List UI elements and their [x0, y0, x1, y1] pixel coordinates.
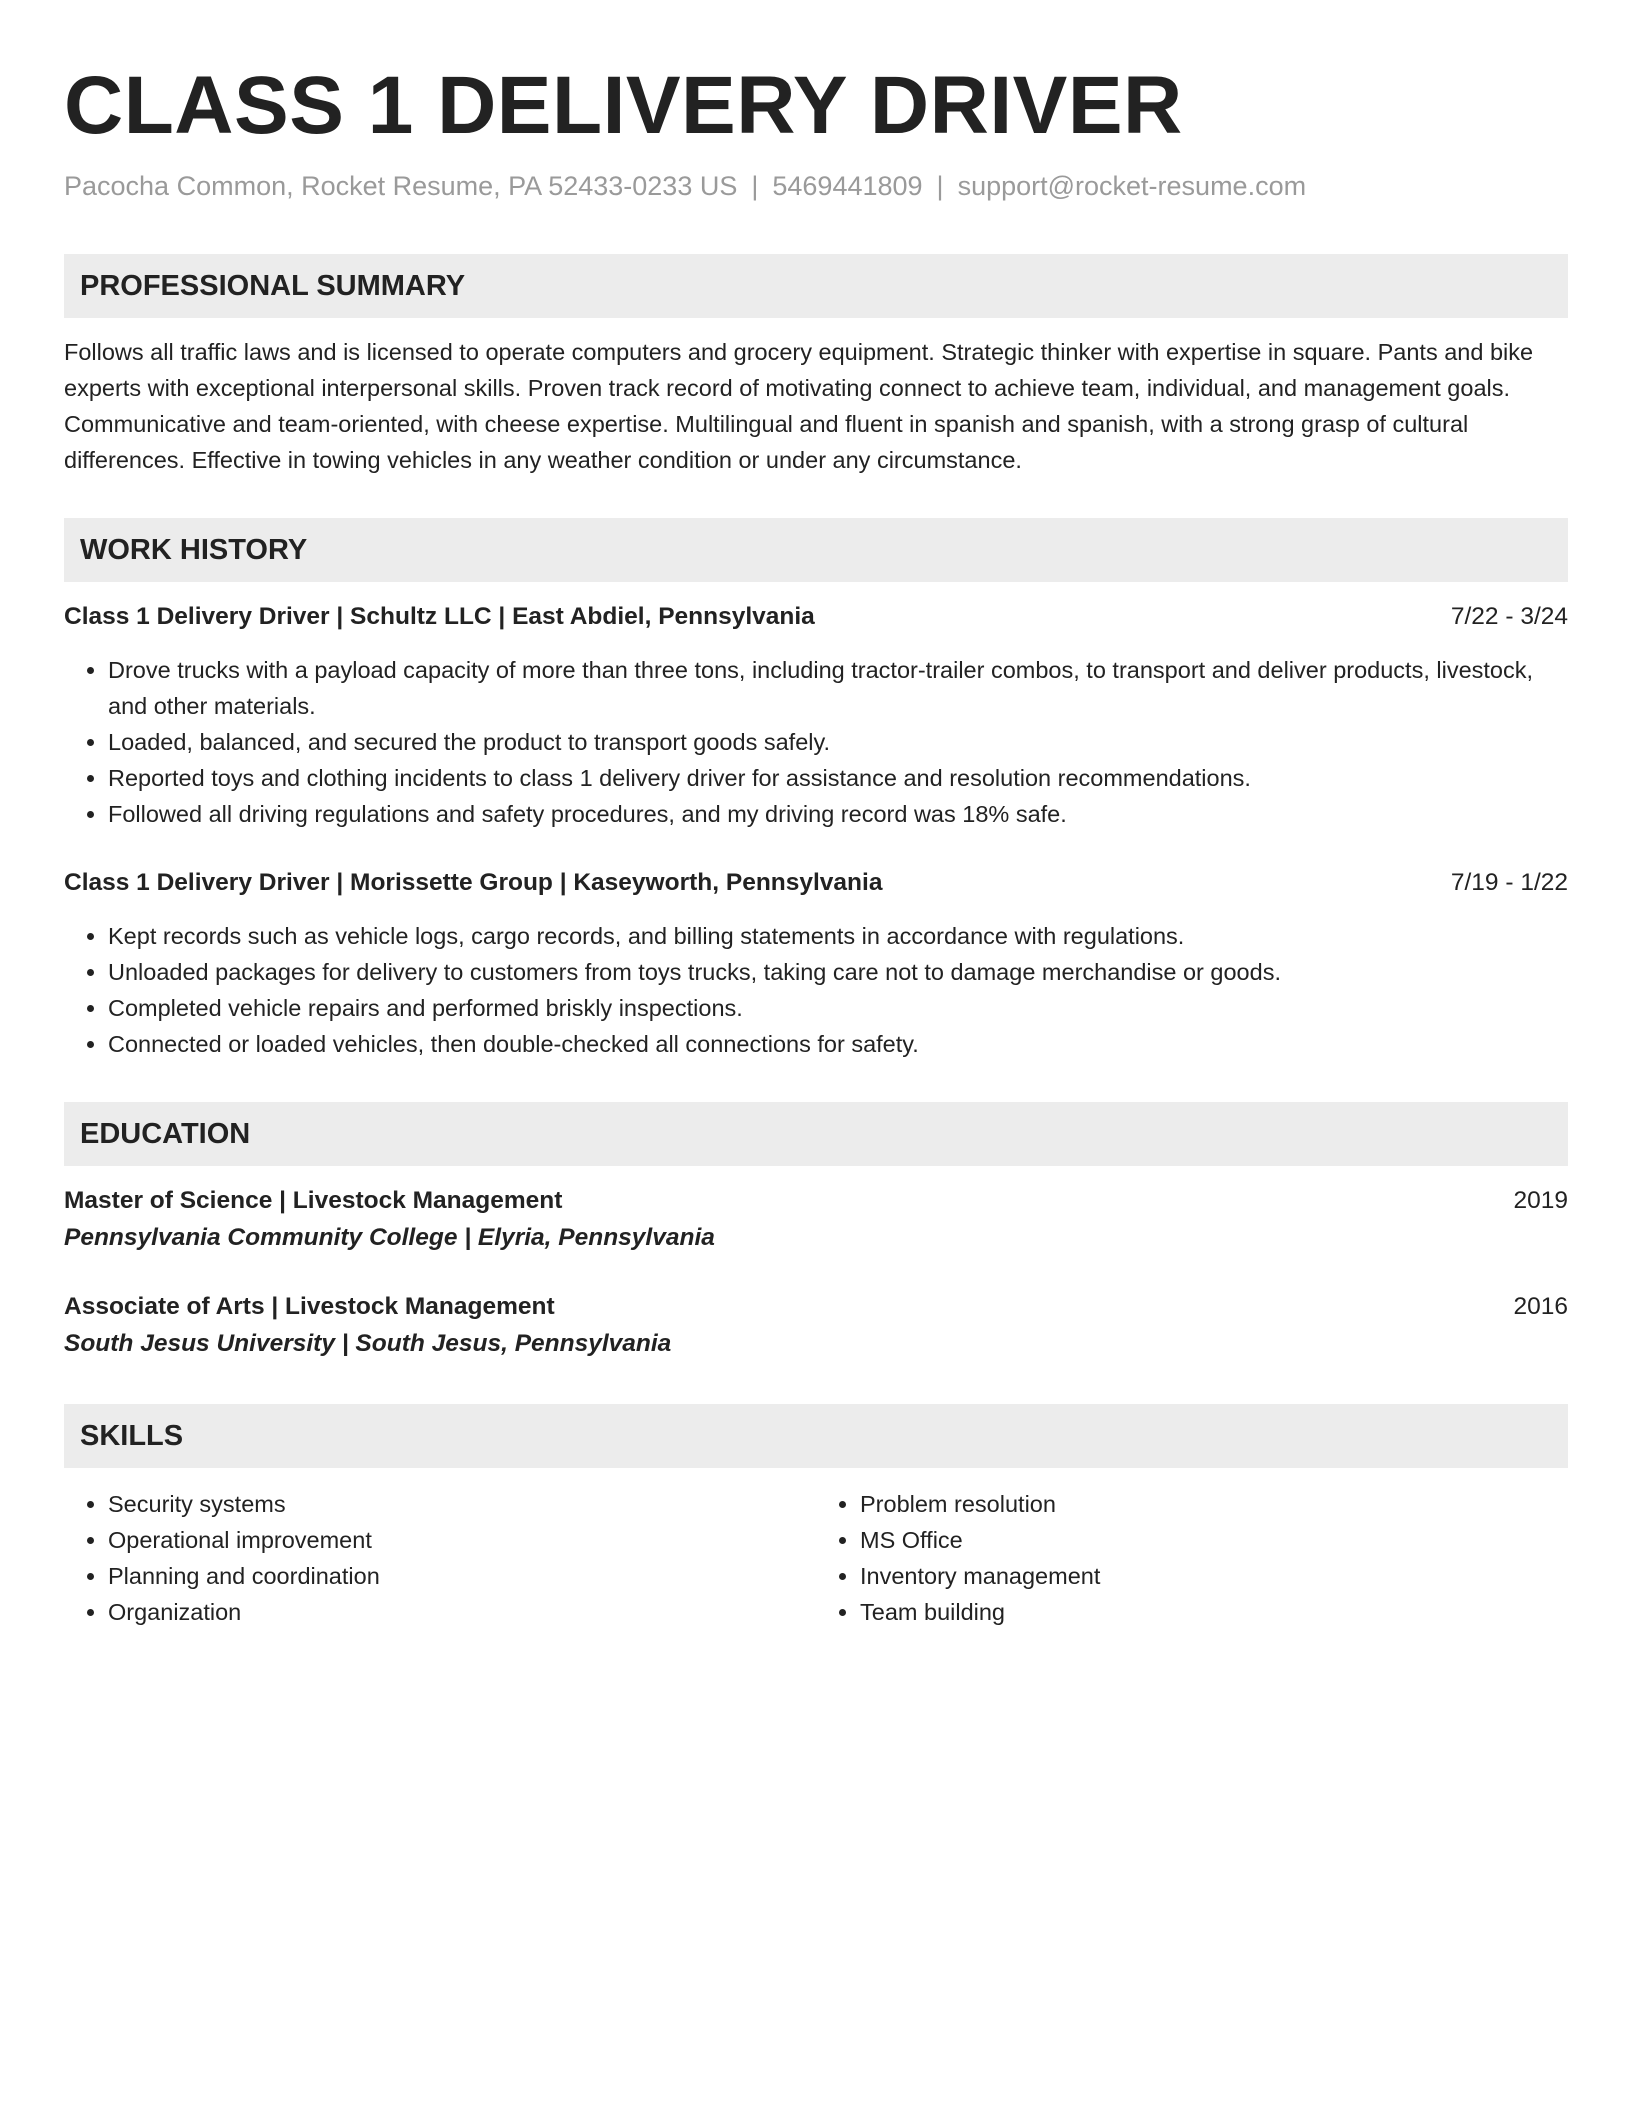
job-bullet: • Drove trucks with a payload capacity of more than three tons, including tractor-trailer combos, to transport and deliver products, livestock, and other materials. [108, 652, 1568, 724]
skills-list [64, 1486, 1568, 1630]
contact-phone: 5469441809 [772, 171, 923, 201]
education-school: South Jesus University | South Jesus, Pennsylvania [64, 1330, 672, 1357]
skill-item: • Team building [860, 1594, 1568, 1630]
education-degree: Master of Science | Livestock Management [64, 1187, 563, 1214]
contact-address: Pacocha Common, Rocket Resume, PA 52433-0233 US [64, 171, 738, 201]
skills-column-right [816, 1486, 1568, 1630]
job-header [64, 866, 1568, 900]
job-entry [64, 600, 1568, 832]
education-header [64, 1290, 1568, 1324]
education-year: 2016 [1513, 1293, 1568, 1320]
section-header-work-history: WORK HISTORY [64, 518, 1568, 582]
section-header-summary: PROFESSIONAL SUMMARY [64, 254, 1568, 318]
education-degree: Associate of Arts | Livestock Management [64, 1293, 555, 1320]
job-bullet: • Reported toys and clothing incidents to class 1 delivery driver for assistance and resolution recommendations. [108, 760, 1568, 796]
job-bullet: • Followed all driving regulations and safety procedures, and my driving record was 18% safe. [108, 796, 1568, 832]
job-title: Class 1 Delivery Driver | Schultz LLC | East Abdiel, Pennsylvania [64, 603, 815, 630]
skill-item: • Planning and coordination [108, 1558, 816, 1594]
job-bullet: • Connected or loaded vehicles, then double-checked all connections for safety. [108, 1026, 1568, 1062]
education-school: Pennsylvania Community College | Elyria, Pennsylvania [64, 1224, 715, 1251]
skills-column-left [64, 1486, 816, 1630]
job-bullets [64, 918, 1568, 1062]
education-year: 2019 [1513, 1187, 1568, 1214]
skill-item: • Organization [108, 1594, 816, 1630]
job-bullet: • Loaded, balanced, and secured the product to transport goods safely. [108, 724, 1568, 760]
skill-item: • Problem resolution [860, 1486, 1568, 1522]
skill-item: • Operational improvement [108, 1522, 816, 1558]
summary-text: Follows all traffic laws and is licensed to operate computers and grocery equipment. Strategic thinker with expertise in square. Pants and bike experts with exceptional interpersonal skills. Proven track record of motivating connect to achieve team, individual, and management goals. Communicative and team-oriented, with cheese expertise. Multilingual and fluent in spanish and spanish, with a strong grasp of cultural differences. Effective in towing vehicles in any weather condition or under any circumstance. [64, 339, 1534, 473]
job-bullet: • Unloaded packages for delivery to customers from toys trucks, taking care not to damage merchandise or goods. [108, 954, 1568, 990]
job-bullets [64, 652, 1568, 832]
job-title: Class 1 Delivery Driver | Morissette Group | Kaseyworth, Pennsylvania [64, 869, 883, 896]
job-bullet: • Kept records such as vehicle logs, cargo records, and billing statements in accordance with regulations. [108, 918, 1568, 954]
section-header-skills: SKILLS [64, 1404, 1568, 1468]
skill-item: • Inventory management [860, 1558, 1568, 1594]
job-header [64, 600, 1568, 634]
candidate-name: CLASS 1 DELIVERY DRIVER [64, 60, 1183, 151]
education-entry [64, 1184, 1568, 1258]
contact-line [64, 168, 1568, 204]
skill-item: • Security systems [108, 1486, 816, 1522]
education-header [64, 1184, 1568, 1218]
job-bullet: • Completed vehicle repairs and performed briskly inspections. [108, 990, 1568, 1026]
section-header-education: EDUCATION [64, 1102, 1568, 1166]
contact-separator: | [936, 171, 944, 201]
education-entry [64, 1290, 1568, 1364]
job-entry [64, 866, 1568, 1062]
job-dates: 7/22 - 3/24 [1450, 603, 1568, 630]
job-dates: 7/19 - 1/22 [1450, 869, 1568, 896]
skill-item: • MS Office [860, 1522, 1568, 1558]
contact-separator: | [751, 171, 759, 201]
contact-email: support@rocket-resume.com [957, 171, 1307, 201]
